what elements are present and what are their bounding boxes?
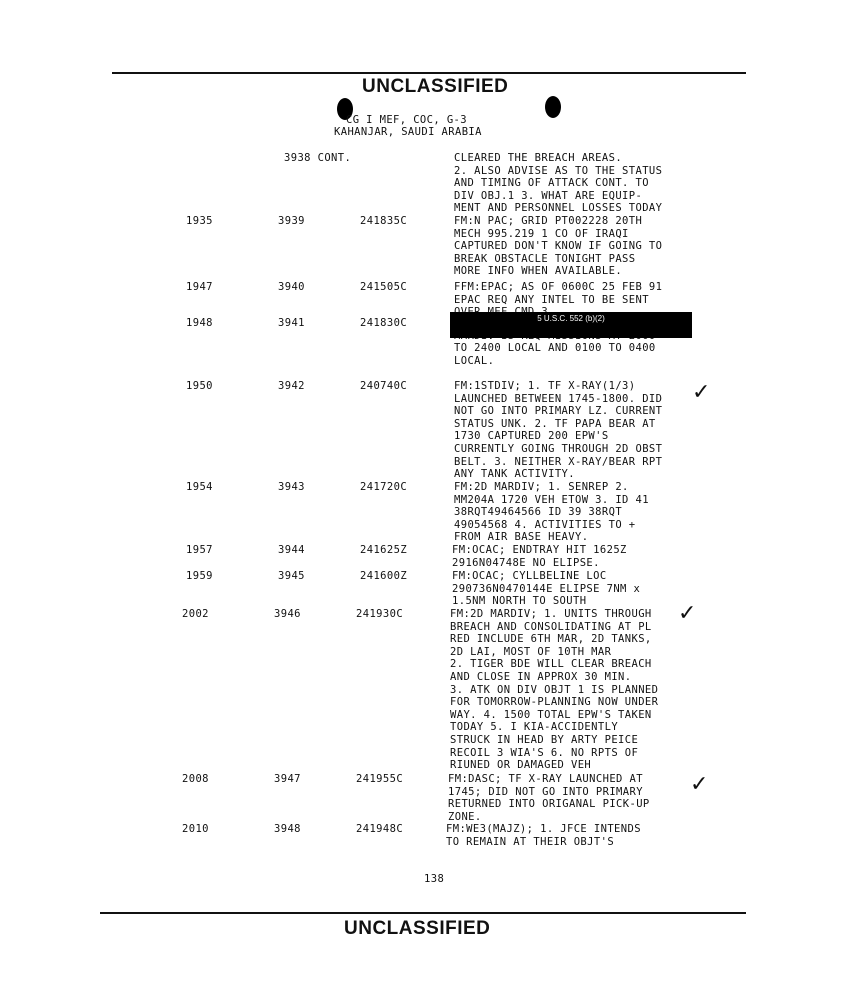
entry-text-line: 2D LAI, MOST OF 10TH MAR	[450, 645, 612, 658]
continuation-label: 3938 CONT.	[284, 152, 352, 164]
entry-text-line: CAPTURED DON'T KNOW IF GOING TO	[454, 240, 663, 253]
entry-text-line: 3. ATK ON DIV OBJT 1 IS PLANNED	[450, 683, 659, 696]
entry-text-line: 38RQT49464566 ID 39 38RQT	[454, 506, 623, 519]
message-number: 3948	[274, 823, 301, 835]
date-time-group: 240740C	[360, 380, 408, 392]
punch-hole-right	[545, 96, 561, 118]
entry-text-line: FM:OCAC; ENDTRAY HIT 1625Z	[452, 544, 627, 556]
entry-text-line: MM204A 1720 VEH ETOW 3. ID 41	[454, 493, 649, 506]
entry-text-line: FOR TOMORROW-PLANNING NOW UNDER	[450, 696, 659, 709]
entry-text-line: TO 2400 LOCAL AND 0100 TO 0400	[454, 342, 656, 355]
message-number: 3939	[278, 215, 305, 227]
checkmark-icon: ✓	[678, 601, 697, 626]
date-time-group: 241930C	[356, 608, 404, 620]
entry-text-line: FROM AIR BASE HEAVY.	[454, 531, 589, 544]
message-number: 3945	[278, 570, 305, 582]
entry-text-line: 290736N0470144E ELIPSE 7NM x	[452, 582, 641, 595]
entry-text-line: WAY. 4. 1500 TOTAL EPW'S TAKEN	[450, 708, 652, 721]
date-time-group: 241830C	[360, 317, 408, 329]
date-time-group: 241835C	[360, 215, 408, 227]
log-number: 1950	[186, 380, 213, 392]
date-time-group: 241720C	[360, 481, 408, 493]
entry-text-line: RECOIL 3 WIA'S 6. NO RPTS OF	[450, 746, 639, 759]
entry-text-line: TODAY 5. I KIA-ACCIDENTLY	[450, 721, 619, 734]
log-number: 1954	[186, 481, 213, 493]
entry-text-line: FM:OCAC; CYLLBELINE LOC	[452, 570, 607, 582]
classification-bottom: UNCLASSIFIED	[344, 918, 491, 939]
entry-text-line: 2. ALSO ADVISE AS TO THE STATUS	[454, 164, 663, 177]
redaction-label: 5 U.S.C. 552 (b)(2)	[537, 314, 605, 323]
top-rule	[112, 72, 746, 74]
entry-text-line: BREAK OBSTACLE TONIGHT PASS	[454, 252, 636, 265]
log-number: 1948	[186, 317, 213, 329]
header-location: KAHANJAR, SAUDI ARABIA	[334, 126, 482, 138]
header-unit: CG I MEF, COC, G-3	[346, 114, 467, 126]
entry-text-line: 2916N04748E NO ELIPSE.	[452, 556, 600, 569]
entry-text-line: MENT AND PERSONNEL LOSSES TODAY	[454, 202, 663, 215]
date-time-group: 241600Z	[360, 570, 408, 582]
entry-text-line: FM:DASC; TF X-RAY LAUNCHED AT	[448, 773, 643, 785]
entry-text-line: EPAC REQ ANY INTEL TO BE SENT	[454, 293, 649, 306]
entry-text-line: ZONE.	[448, 810, 482, 823]
entry-text-line: LOCAL.	[454, 354, 495, 367]
message-number: 3941	[278, 317, 305, 329]
entry-text-line: AND CLOSE IN APPROX 30 MIN.	[450, 671, 632, 683]
checkmark-icon: ✓	[690, 772, 709, 797]
message-number: 3946	[274, 608, 301, 620]
entry-text-line: FFM:EPAC; AS OF 0600C 25 FEB 91	[454, 281, 663, 293]
entry-text-line: RETURNED INTO ORIGANAL PICK-UP	[448, 798, 650, 811]
entry-text-line: CLEARED THE BREACH AREAS.	[454, 152, 623, 164]
entry-text-line: TO REMAIN AT THEIR OBJT'S	[446, 835, 615, 848]
bottom-rule	[100, 912, 746, 914]
entry-text-line: BELT. 3. NEITHER X-RAY/BEAR RPT	[454, 455, 663, 468]
entry-text-line: STRUCK IN HEAD BY ARTY PEICE	[450, 734, 639, 746]
checkmark-icon: ✓	[692, 380, 711, 405]
message-number: 3947	[274, 773, 301, 785]
entry-text-line: MORE INFO WHEN AVAILABLE.	[454, 265, 623, 278]
entry-text-line: AND TIMING OF ATTACK CONT. TO	[454, 177, 649, 190]
entry-text-line: RIUNED OR DAMAGED VEH	[450, 759, 592, 772]
classification-top: UNCLASSIFIED	[362, 76, 509, 97]
entry-text-line: 49054568 4. ACTIVITIES TO +	[454, 518, 636, 531]
entry-text-line: FM:2D MARDIV; 1. SENREP 2.	[454, 481, 629, 493]
log-number: 1935	[186, 215, 213, 227]
entry-text-line: CURRENTLY GOING THROUGH 2D OBST	[454, 443, 663, 455]
entry-text-line: 2. TIGER BDE WILL CLEAR BREACH	[450, 658, 652, 671]
date-time-group: 241948C	[356, 823, 404, 835]
entry-text-line: RED INCLUDE 6TH MAR, 2D TANKS,	[450, 633, 652, 646]
entry-text-line: FM:WE3(MAJZ); 1. JFCE INTENDS	[446, 823, 641, 835]
date-time-group: 241625Z	[360, 544, 408, 556]
entry-text-line: 1730 CAPTURED 200 EPW'S	[454, 430, 609, 443]
entry-text-line: FM:2D MARDIV; 1. UNITS THROUGH	[450, 608, 652, 620]
entry-text-line: FM:N PAC; GRID PT002228 20TH	[454, 215, 643, 227]
date-time-group: 241505C	[360, 281, 408, 293]
entry-text-line: BREACH AND CONSOLIDATING AT PL	[450, 620, 652, 633]
entry-text-line: NOT GO INTO PRIMARY LZ. CURRENT	[454, 405, 663, 418]
entry-text-line: MECH 995.219 1 CO OF IRAQI	[454, 227, 629, 240]
entry-text-line: DIV OBJ.1 3. WHAT ARE EQUIP-	[454, 189, 643, 202]
page-number: 138	[424, 873, 445, 885]
message-number: 3942	[278, 380, 305, 392]
entry-text-line: ANY TANK ACTIVITY.	[454, 468, 575, 481]
entry-text-line: LAUNCHED BETWEEN 1745-1800. DID	[454, 392, 663, 405]
date-time-group: 241955C	[356, 773, 404, 785]
entry-text-line: FM:1STDIV; 1. TF X-RAY(1/3)	[454, 380, 636, 392]
message-number: 3940	[278, 281, 305, 293]
message-number: 3943	[278, 481, 305, 493]
redaction-box	[450, 312, 692, 338]
log-number: 1957	[186, 544, 213, 556]
log-number: 1959	[186, 570, 213, 582]
log-number: 2008	[182, 773, 209, 785]
log-number: 2002	[182, 608, 209, 620]
log-number: 2010	[182, 823, 209, 835]
log-number: 1947	[186, 281, 213, 293]
message-number: 3944	[278, 544, 305, 556]
entry-text-line: STATUS UNK. 2. TF PAPA BEAR AT	[454, 417, 656, 430]
entry-text-line: 1745; DID NOT GO INTO PRIMARY	[448, 785, 643, 798]
entry-text-line: 1.5NM NORTH TO SOUTH	[452, 595, 587, 608]
